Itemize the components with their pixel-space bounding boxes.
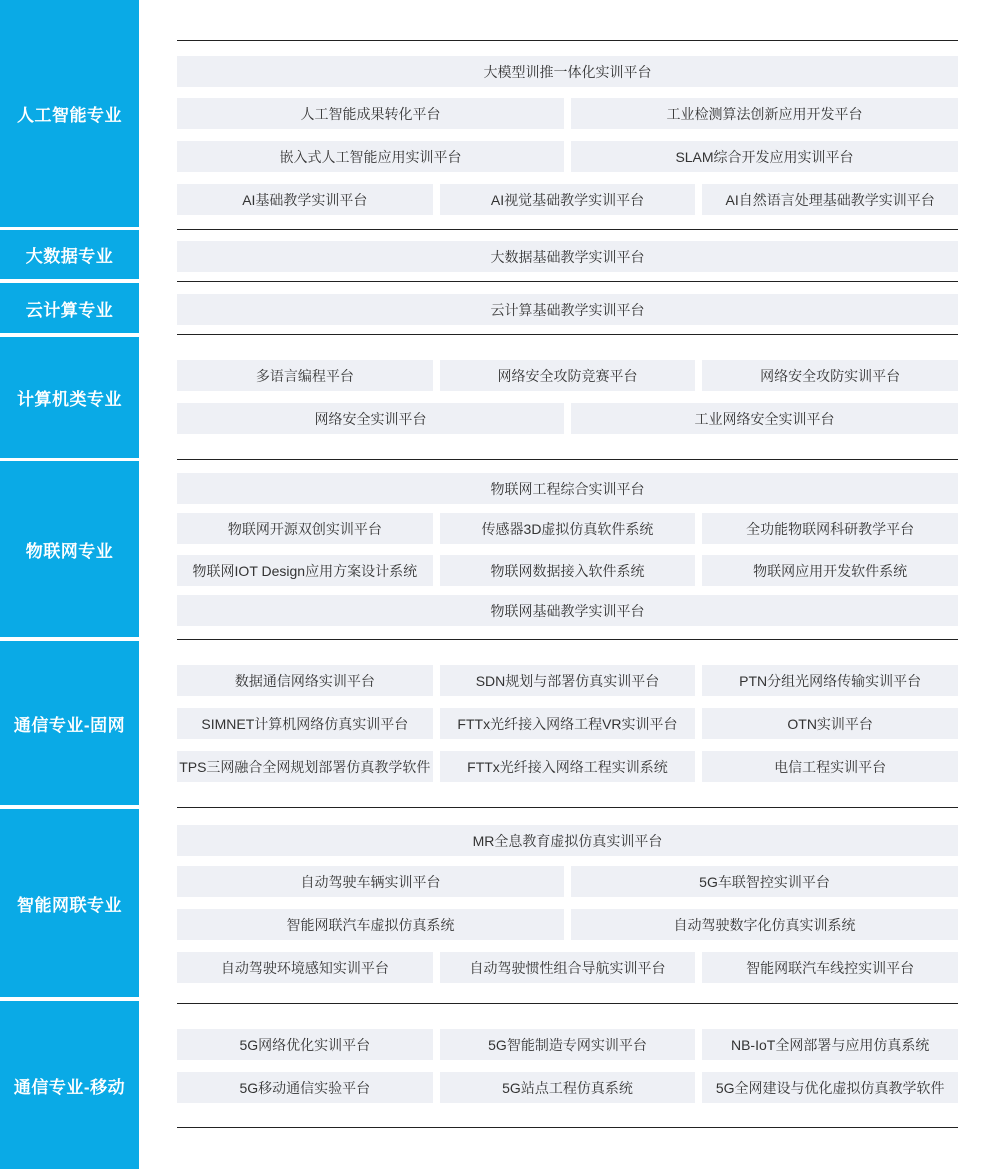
- platform-item[interactable]: SIMNET计算机网络仿真实训平台: [177, 708, 433, 739]
- section-divider: [177, 229, 958, 230]
- sidebar-category-7[interactable]: 通信专业-移动: [0, 1001, 139, 1169]
- section-divider: [177, 459, 958, 460]
- platform-item[interactable]: 物联网开源双创实训平台: [177, 513, 433, 544]
- platform-item[interactable]: 嵌入式人工智能应用实训平台: [177, 141, 564, 172]
- platform-item[interactable]: 网络安全实训平台: [177, 403, 564, 434]
- platform-item[interactable]: 智能网联汽车线控实训平台: [702, 952, 958, 983]
- platform-item[interactable]: 物联网应用开发软件系统: [702, 555, 958, 586]
- platform-item[interactable]: 大模型训推一体化实训平台: [177, 56, 958, 87]
- platform-item[interactable]: PTN分组光网络传输实训平台: [702, 665, 958, 696]
- platform-item[interactable]: 电信工程实训平台: [702, 751, 958, 782]
- platform-item[interactable]: 智能网联汽车虚拟仿真系统: [177, 909, 564, 940]
- platform-item[interactable]: 物联网基础教学实训平台: [177, 595, 958, 626]
- sidebar-category-3[interactable]: 计算机类专业: [0, 337, 139, 458]
- sidebar-category-4[interactable]: 物联网专业: [0, 461, 139, 637]
- platform-item[interactable]: 物联网数据接入软件系统: [440, 555, 696, 586]
- platform-item[interactable]: 数据通信网络实训平台: [177, 665, 433, 696]
- platform-item[interactable]: TPS三网融合全网规划部署仿真教学软件: [177, 751, 433, 782]
- platform-item[interactable]: 自动驾驶惯性组合导航实训平台: [440, 952, 696, 983]
- platform-item[interactable]: 多语言编程平台: [177, 360, 433, 391]
- platform-item[interactable]: 云计算基础教学实训平台: [177, 294, 958, 325]
- platform-item[interactable]: FTTx光纤接入网络工程VR实训平台: [440, 708, 696, 739]
- platform-item[interactable]: 自动驾驶车辆实训平台: [177, 866, 564, 897]
- platform-item[interactable]: 5G全网建设与优化虚拟仿真教学软件: [702, 1072, 958, 1103]
- platform-item[interactable]: 全功能物联网科研教学平台: [702, 513, 958, 544]
- sidebar-category-1[interactable]: 大数据专业: [0, 230, 139, 279]
- platform-item[interactable]: 5G网络优化实训平台: [177, 1029, 433, 1060]
- sidebar-category-2[interactable]: 云计算专业: [0, 283, 139, 333]
- platform-item[interactable]: 5G车联智控实训平台: [571, 866, 958, 897]
- sidebar-category-0[interactable]: 人工智能专业: [0, 0, 139, 227]
- platform-item[interactable]: 传感器3D虚拟仿真软件系统: [440, 513, 696, 544]
- platform-item[interactable]: SDN规划与部署仿真实训平台: [440, 665, 696, 696]
- section-divider: [177, 334, 958, 335]
- platform-item[interactable]: 物联网IOT Design应用方案设计系统: [177, 555, 433, 586]
- platform-item[interactable]: 人工智能成果转化平台: [177, 98, 564, 129]
- platform-item[interactable]: 大数据基础教学实训平台: [177, 241, 958, 272]
- platform-item[interactable]: OTN实训平台: [702, 708, 958, 739]
- platform-item[interactable]: 网络安全攻防实训平台: [702, 360, 958, 391]
- platform-item[interactable]: 网络安全攻防竞赛平台: [440, 360, 696, 391]
- platform-item[interactable]: SLAM综合开发应用实训平台: [571, 141, 958, 172]
- section-divider: [177, 1003, 958, 1004]
- section-divider: [177, 40, 958, 41]
- platform-item[interactable]: 工业检测算法创新应用开发平台: [571, 98, 958, 129]
- platform-item[interactable]: 5G站点工程仿真系统: [440, 1072, 696, 1103]
- platform-item[interactable]: 工业网络安全实训平台: [571, 403, 958, 434]
- platform-item[interactable]: 自动驾驶数字化仿真实训系统: [571, 909, 958, 940]
- section-divider: [177, 639, 958, 640]
- platform-item[interactable]: 5G智能制造专网实训平台: [440, 1029, 696, 1060]
- section-divider: [177, 281, 958, 282]
- platform-item[interactable]: MR全息教育虚拟仿真实训平台: [177, 825, 958, 856]
- platform-item[interactable]: 5G移动通信实验平台: [177, 1072, 433, 1103]
- platform-item[interactable]: FTTx光纤接入网络工程实训系统: [440, 751, 696, 782]
- platform-item[interactable]: AI自然语言处理基础教学实训平台: [702, 184, 958, 215]
- section-divider: [177, 1127, 958, 1128]
- platform-item[interactable]: AI基础教学实训平台: [177, 184, 433, 215]
- sidebar-category-6[interactable]: 智能网联专业: [0, 809, 139, 997]
- platform-item[interactable]: 物联网工程综合实训平台: [177, 473, 958, 504]
- platform-item[interactable]: AI视觉基础教学实训平台: [440, 184, 696, 215]
- platform-item[interactable]: 自动驾驶环境感知实训平台: [177, 952, 433, 983]
- sidebar-category-5[interactable]: 通信专业-固网: [0, 641, 139, 805]
- platform-item[interactable]: NB-IoT全网部署与应用仿真系统: [702, 1029, 958, 1060]
- section-divider: [177, 807, 958, 808]
